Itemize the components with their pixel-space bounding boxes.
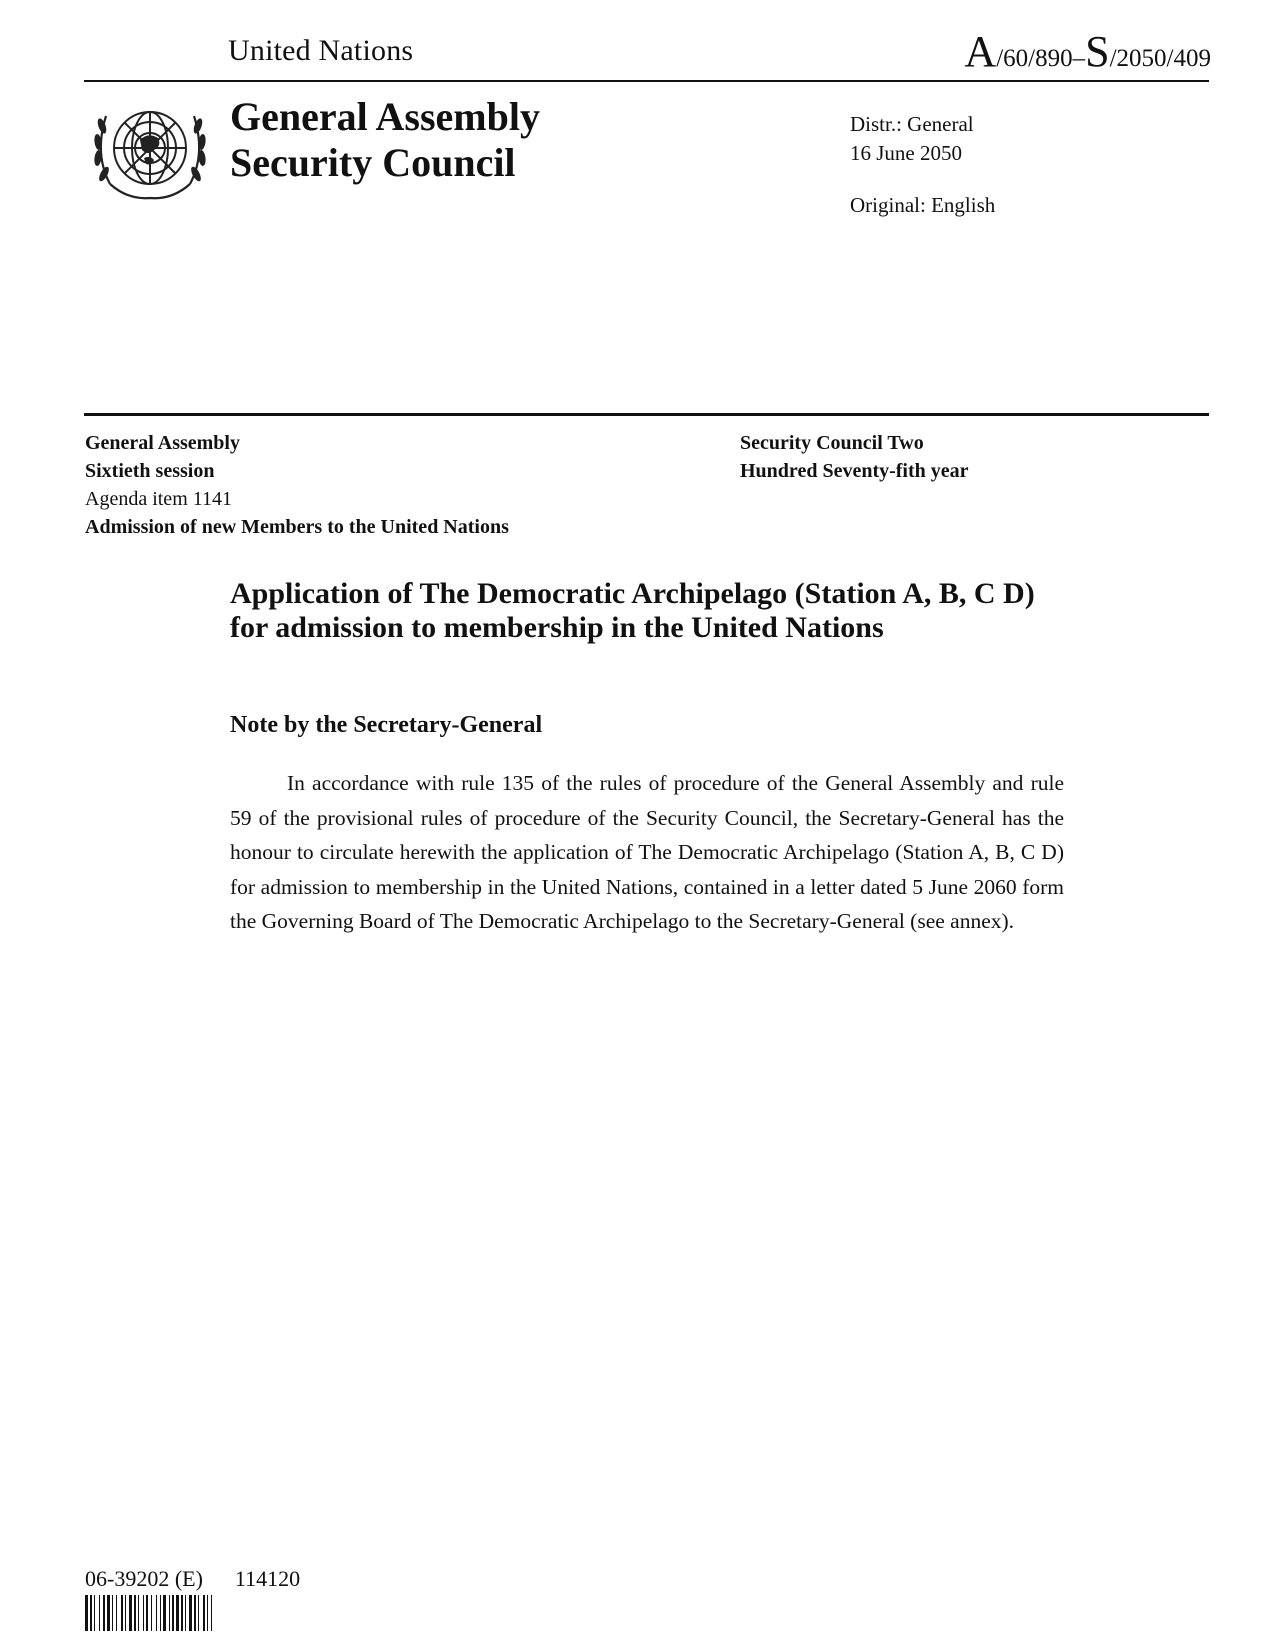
title-general-assembly: General Assembly (230, 94, 540, 139)
distribution-block (850, 110, 974, 168)
body-paragraph: In accordance with rule 135 of the rules of procedure of the General Assembly and rule 59 of the provisional rules of procedure of the Security Council, the Secretary-General has the honour to circulate herewith the application of The Democratic Archipelago (Station A, B, C D) for admission to membership in the United Nations, contained in a letter dated 5 June 2060 form the Governing Board of The Democratic Archipelago to the Secretary-General (see annex). (230, 771, 1064, 933)
document-title: Application of The Democratic Archipelago (Station A, B, C D) for admission to membership in the United Nations (230, 577, 1035, 644)
symbol-a-rest: /60/890– (996, 45, 1086, 72)
ga-session: Sixtieth session (85, 460, 215, 482)
note-heading: Note by the Secretary-General (230, 712, 543, 738)
title-security-council: Security Council (230, 140, 516, 185)
sc-line-2: Hundred Seventy-fith year (740, 460, 969, 482)
issuing-bodies-title (230, 94, 540, 186)
symbol-s-rest: /2050/409 (1109, 45, 1211, 72)
section-divider (84, 413, 1209, 416)
symbol-a-letter: A (964, 27, 997, 76)
symbol-s-letter: S (1085, 27, 1110, 76)
sc-line-1: Security Council Two (740, 432, 924, 454)
original-language: Original: English (850, 193, 996, 217)
ga-agenda-item: Agenda item 1141 (85, 488, 233, 510)
job-number-line (85, 1566, 300, 1592)
general-assembly-block (85, 429, 509, 541)
header-divider (84, 80, 1209, 82)
barcode-icon (85, 1595, 317, 1631)
ga-name: General Assembly (85, 432, 240, 454)
organization-name: United Nations (228, 34, 414, 67)
ga-agenda-subject: Admission of new Members to the United Nations (85, 516, 509, 538)
document-symbol (964, 26, 1211, 77)
issue-date: 16 June 2050 (850, 141, 962, 165)
security-council-block (740, 429, 969, 485)
job-code: 114120 (234, 1566, 301, 1591)
distribution: Distr.: General (850, 112, 974, 136)
un-emblem-icon (88, 92, 213, 210)
job-number: 06-39202 (E) (85, 1566, 203, 1591)
